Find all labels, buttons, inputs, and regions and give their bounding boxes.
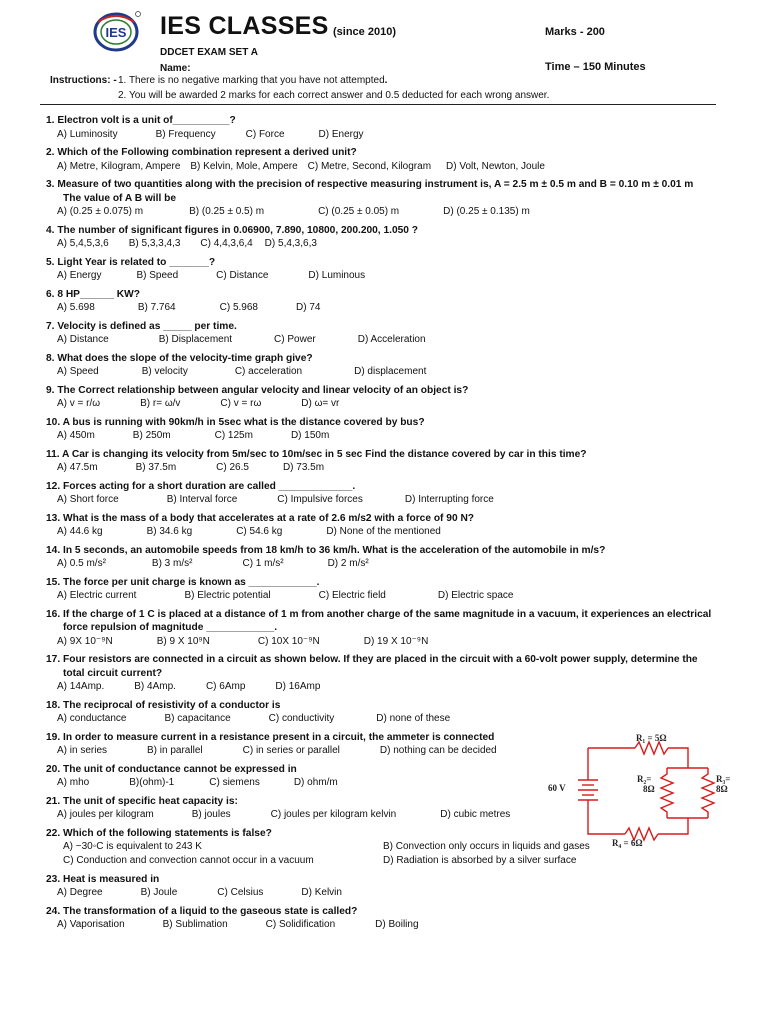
option-a: A) 9X 10⁻⁹N <box>57 635 113 647</box>
option-c: C) Power <box>274 334 316 345</box>
question-5 <box>46 256 746 284</box>
question-stem: 17. Four resistors are connected in a circuit as shown below. If they are placed in the circuit with a 60-volt power supply, determine the <box>46 654 698 665</box>
question-15 <box>46 576 746 604</box>
option-b: B) Displacement <box>158 334 233 345</box>
question-text <box>46 256 746 270</box>
question-8 <box>46 352 746 380</box>
question-text <box>46 653 746 680</box>
option-c: C) 26.5 <box>216 462 249 473</box>
question-text <box>46 114 746 128</box>
option-c: C) 54.6 kg <box>236 526 283 537</box>
answer-options <box>46 160 746 174</box>
option-a: A) 450m <box>57 430 95 441</box>
option-c: C) Metre, Second, Kilogram <box>307 160 432 172</box>
r2-label: R₂= <box>637 774 652 784</box>
question-stem: 18. The reciprocal of resistivity of a conductor is <box>46 699 281 711</box>
since-label: (since 2010) <box>333 26 396 38</box>
ies-logo-icon <box>92 10 142 54</box>
option-a: A) Electric current <box>57 590 137 601</box>
r3-label: R₃= <box>716 774 731 784</box>
question-text <box>46 288 746 302</box>
question-2 <box>46 146 746 174</box>
option-b: B) Kelvin, Mole, Ampere <box>190 160 298 172</box>
option-b: B) 37.5m <box>135 462 177 473</box>
question-stem: 4. The number of significant figures in 0.06900, 7.890, 10800, 200.200, 1.050 ? <box>46 224 419 236</box>
answer-options <box>46 680 746 694</box>
option-d: D) Volt, Newton, Joule <box>446 160 545 172</box>
option-b: B) 5,3,3,4,3 <box>128 238 181 249</box>
option-d: D) cubic metres <box>440 809 511 820</box>
option-c: C) Electric field <box>318 590 386 601</box>
answer-options <box>46 886 746 900</box>
option-b: B) 9 X 10⁹N <box>156 635 210 647</box>
option-a: A) 5,4,5,3,6 <box>57 238 109 249</box>
question-text <box>46 905 746 919</box>
question-stem: 24. The transformation of a liquid to the gaseous state is called? <box>46 905 358 917</box>
question-stem: 6. 8 HP______ KW? <box>46 288 140 300</box>
answer-options <box>46 493 746 507</box>
question-stem: 13. What is the mass of a body that accelerates at a rate of 2.6 m/s2 with a force of 90 N? <box>46 512 475 524</box>
option-d: D) (0.25 ± 0.135) m <box>443 206 530 217</box>
answer-options <box>46 397 746 411</box>
option-b: B) Convection only occurs in liquids and gases <box>383 841 590 852</box>
option-c: C) 125m <box>214 430 253 441</box>
question-stem: 10. A bus is running with 90km/h in 5sec what is the distance covered by bus? <box>46 416 425 428</box>
question-stem: 2. Which of the Following combination represent a derived unit? <box>46 147 357 158</box>
question-stem-continued: force repulsion of magnitude ____________. <box>63 622 278 633</box>
question-stem: 8. What does the slope of the velocity-time graph give? <box>46 352 313 364</box>
option-d: D) 19 X 10⁻⁹N <box>363 635 429 647</box>
question-text <box>46 576 746 590</box>
option-b: B) Speed <box>136 270 179 281</box>
option-c: C) 10X 10⁻⁹N <box>257 635 320 647</box>
option-d: D) 150m <box>290 430 330 441</box>
answer-options <box>46 128 746 142</box>
question-text <box>46 320 746 334</box>
option-b: B) Sublimation <box>162 919 228 930</box>
question-23 <box>46 873 746 901</box>
option-b: B) 4Amp. <box>134 681 176 692</box>
r3-value: 8Ω <box>716 784 728 794</box>
question-6 <box>46 288 746 316</box>
question-4 <box>46 224 746 252</box>
option-c: C) Celsius <box>217 887 264 898</box>
option-c: C) Force <box>245 128 285 140</box>
question-3 <box>46 178 746 219</box>
option-a: A) conductance <box>57 713 127 724</box>
question-stem: 15. The force per unit charge is known as ____________. <box>46 576 320 588</box>
option-c: C) 6Amp <box>205 681 246 692</box>
option-a: A) 5.698 <box>57 302 95 313</box>
option-d: D) Radiation is absorbed by a silver surface <box>383 855 577 866</box>
page-header <box>0 0 768 110</box>
option-c: C) (0.25 ± 0.05) m <box>318 206 400 217</box>
option-d: D) None of the mentioned <box>326 526 441 537</box>
option-c: C) joules per kilogram kelvin <box>270 809 397 820</box>
question-16 <box>46 608 746 649</box>
option-a: A) −30◦C is equivalent to 243 K <box>63 841 202 852</box>
answer-options <box>46 589 746 603</box>
answer-options <box>46 301 746 315</box>
option-c: C) siemens <box>209 777 260 788</box>
option-a: A) Vaporisation <box>57 919 125 930</box>
question-13 <box>46 512 746 540</box>
option-d: D) none of these <box>376 713 451 724</box>
option-a: A) v = r/ω <box>57 398 101 409</box>
option-b: B) 250m <box>132 430 171 441</box>
option-a: A) Luminosity <box>57 128 118 140</box>
option-d: D) 2 m/s² <box>327 558 369 569</box>
question-stem: 22. Which of the following statements is false? <box>46 827 272 839</box>
brand-title: IES CLASSES <box>160 12 329 40</box>
question-text <box>46 544 746 558</box>
question-text <box>46 699 746 713</box>
option-a: A) joules per kilogram <box>57 809 154 820</box>
question-text <box>46 178 746 205</box>
option-b: B) r= ω/v <box>140 398 181 409</box>
option-a: A) Distance <box>57 334 109 345</box>
option-a: A) 44.6 kg <box>57 526 103 537</box>
question-24 <box>46 905 746 933</box>
question-stem: 12. Forces acting for a short duration are called _____________. <box>46 480 356 492</box>
option-d: D) Electric space <box>437 590 514 601</box>
r4-label: R₄ = 6Ω <box>612 838 643 848</box>
source-label: 60 V <box>548 783 566 793</box>
option-d: D) 73.5m <box>282 462 325 473</box>
r2-value: 8Ω <box>643 784 655 794</box>
question-stem: 14. In 5 seconds, an automobile speeds from 18 km/h to 36 km/h. What is the acceleration of the automobile in m/s? <box>46 544 606 556</box>
option-c: C) 4,4,3,6,4 <box>200 238 253 249</box>
question-stem: 20. The unit of conductance cannot be expressed in <box>46 763 297 775</box>
question-1 <box>46 114 746 142</box>
option-b: B)(ohm)-1 <box>129 777 175 788</box>
option-b: B) in parallel <box>147 745 203 756</box>
option-b: B) joules <box>191 809 231 820</box>
question-stem: 1. Electron volt is a unit of__________? <box>46 115 236 126</box>
question-stem: 19. In order to measure current in a resistance present in a circuit, the ammeter is connected <box>46 731 495 743</box>
option-a: A) in series <box>57 745 108 756</box>
option-d: D) Energy <box>318 128 364 140</box>
option-a: A) (0.25 ± 0.075) m <box>57 206 144 217</box>
option-c: C) v = rω <box>220 398 262 409</box>
option-a: A) 0.5 m/s² <box>57 558 106 569</box>
option-c: C) acceleration <box>234 366 303 377</box>
answer-options <box>46 205 746 219</box>
question-text <box>46 352 746 366</box>
question-text <box>46 512 746 526</box>
option-c: C) Distance <box>216 270 269 281</box>
answer-options <box>46 333 746 347</box>
option-d: D) ω= vr <box>301 398 340 409</box>
question-text <box>46 873 746 887</box>
answer-options <box>46 429 746 443</box>
option-c: C) conductivity <box>268 713 335 724</box>
answer-options <box>46 525 746 539</box>
question-text <box>46 146 746 160</box>
question-text <box>46 480 746 494</box>
marks-label: Marks - 200 <box>545 26 605 38</box>
question-text <box>46 416 746 430</box>
r1-label: R₁ = 5Ω <box>636 733 667 743</box>
question-text <box>46 224 746 238</box>
question-10 <box>46 416 746 444</box>
answer-options <box>46 365 746 379</box>
question-stem: 16. If the charge of 1 C is placed at a distance of 1 m from another charge of the same magnitude in a vacuum, it experiences an electrical <box>46 608 712 620</box>
answer-options <box>46 918 746 932</box>
question-text <box>46 608 746 635</box>
answer-options <box>46 269 746 283</box>
question-stem: 7. Velocity is defined as _____ per time. <box>46 320 237 332</box>
svg-text:IES: IES <box>105 25 127 40</box>
question-stem: 3. Measure of two quantities along with the precision of respective measuring instrument is, A = 2.5 m ± 0.5 m and B = 0.10 m ± 0.01 m <box>46 179 694 190</box>
option-b: B) Joule <box>140 887 178 898</box>
option-b: B) 7.764 <box>137 302 176 313</box>
option-b: B) (0.25 ± 0.5) m <box>189 206 265 217</box>
question-stem-continued: The value of A B will be <box>63 192 177 204</box>
option-d: D) Boiling <box>375 919 419 930</box>
option-d: D) Luminous <box>308 270 366 281</box>
header-divider <box>40 104 716 105</box>
question-18 <box>46 699 746 727</box>
option-b: B) velocity <box>141 366 188 377</box>
option-d: D) displacement <box>354 366 427 377</box>
answer-options <box>46 557 746 571</box>
option-a: A) Degree <box>57 887 103 898</box>
option-a: A) Speed <box>57 366 99 377</box>
question-12 <box>46 480 746 508</box>
option-c: C) Conduction and convection cannot occur in a vacuum <box>63 855 314 866</box>
answer-options <box>46 461 746 475</box>
option-a: A) 14Amp. <box>57 681 105 692</box>
option-a: A) mho <box>57 777 90 788</box>
question-17 <box>46 653 746 694</box>
option-d: D) Interrupting force <box>404 494 494 505</box>
option-d: D) 74 <box>295 302 321 313</box>
question-stem: 21. The unit of specific heat capacity is: <box>46 795 238 807</box>
question-stem: 5. Light Year is related to _______? <box>46 256 216 268</box>
option-b: B) Interval force <box>166 494 238 505</box>
option-a: A) 47.5m <box>57 462 98 473</box>
time-label: Time – 150 Minutes <box>545 61 646 73</box>
option-b: B) capacitance <box>164 713 231 724</box>
question-9 <box>46 384 746 412</box>
option-d: D) Kelvin <box>301 887 342 898</box>
option-a: A) Energy <box>57 270 102 281</box>
option-c: C) 1 m/s² <box>242 558 284 569</box>
answer-options <box>46 635 746 649</box>
option-d: D) 5,4,3,6,3 <box>264 238 317 249</box>
circuit-diagram <box>540 728 740 852</box>
question-14 <box>46 544 746 572</box>
question-stem: 11. A Car is changing its velocity from 5m/sec to 10m/sec in 5 sec Find the distance covered by car in this time? <box>46 448 587 460</box>
option-d: D) Acceleration <box>357 334 426 345</box>
option-d: D) ohm/m <box>293 777 338 788</box>
option-b: B) Frequency <box>155 128 216 140</box>
answer-options <box>46 712 746 726</box>
question-stem: 9. The Correct relationship between angular velocity and linear velocity of an object is? <box>46 384 469 396</box>
question-text <box>46 384 746 398</box>
option-a: A) Short force <box>57 494 119 505</box>
instruction-1: 1. There is no negative marking that you have not attempted. <box>118 75 388 86</box>
option-b: B) 34.6 kg <box>146 526 193 537</box>
option-d: D) 16Amp <box>275 681 321 692</box>
option-d: D) nothing can be decided <box>379 745 497 756</box>
instruction-2: 2. You will be awarded 2 marks for each correct answer and 0.5 deducted for each wrong answer. <box>118 90 550 101</box>
option-b: B) 3 m/s² <box>151 558 193 569</box>
name-label: Name: <box>160 63 191 74</box>
option-c: C) Solidification <box>265 919 336 930</box>
question-11 <box>46 448 746 476</box>
option-b: B) Electric potential <box>184 590 271 601</box>
answer-options <box>46 237 746 251</box>
option-c: C) in series or parallel <box>242 745 340 756</box>
question-stem-continued: total circuit current? <box>63 667 163 679</box>
question-7 <box>46 320 746 348</box>
instructions-label: Instructions: - <box>50 75 117 86</box>
option-c: C) 5.968 <box>219 302 258 313</box>
option-c: C) Impulsive forces <box>277 494 363 505</box>
question-text <box>46 448 746 462</box>
option-a: A) Metre, Kilogram, Ampere <box>57 160 181 172</box>
exam-set-label: DDCET EXAM SET A <box>160 47 258 58</box>
question-stem: 23. Heat is measured in <box>46 873 160 885</box>
